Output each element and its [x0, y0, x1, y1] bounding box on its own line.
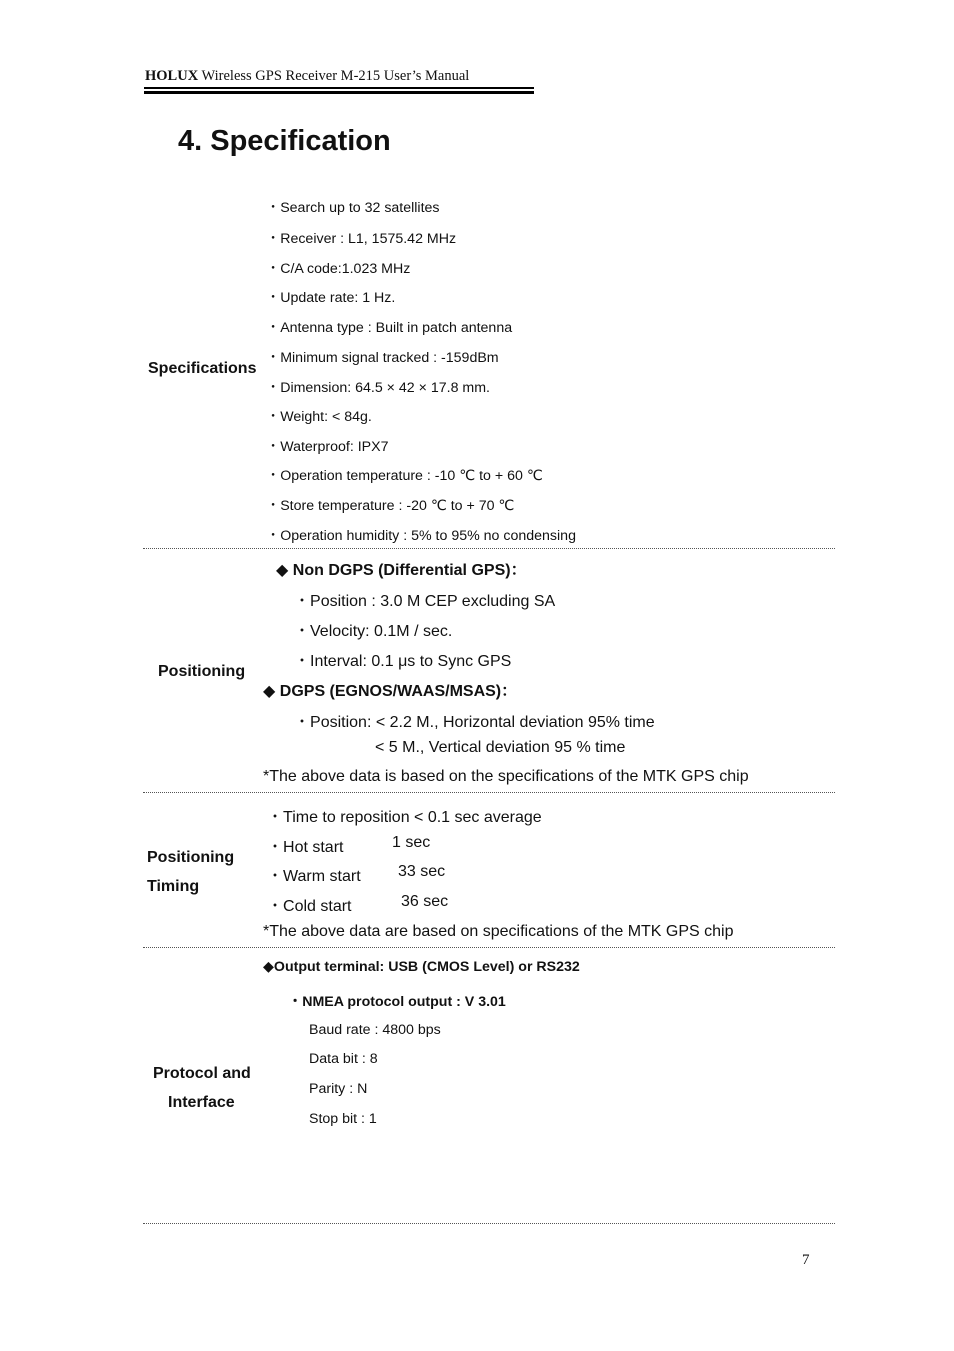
timing-item: ・Time to reposition < 0.1 sec average	[267, 809, 542, 826]
protocol-label-line2: Interface	[168, 1094, 235, 1111]
diamond-bullet-icon: ◆	[263, 683, 276, 700]
positioning-item: ・Velocity: 0.1M / sec.	[294, 623, 453, 640]
positioning-label: Positioning	[158, 663, 246, 680]
section-divider	[143, 1223, 835, 1224]
running-header	[145, 68, 469, 85]
protocol-param: Baud rate : 4800 bps	[309, 1022, 441, 1038]
spec-item: ・C/A code:1.023 MHz	[266, 261, 411, 277]
protocol-param: Parity : N	[309, 1081, 368, 1097]
protocol-param: Data bit : 8	[309, 1051, 378, 1067]
section-divider	[143, 548, 835, 549]
spec-item: ・Operation temperature : -10 ℃ to + 60 ℃	[266, 468, 543, 484]
positioning-item: ・Interval: 0.1 μs to Sync GPS	[294, 653, 512, 670]
spec-item: ・Antenna type : Built in patch antenna	[266, 320, 513, 336]
specifications-label: Specifications	[148, 360, 257, 377]
section-divider	[143, 947, 835, 948]
spec-item: ・Operation humidity : 5% to 95% no condensing	[266, 528, 576, 544]
page-title: 4. Specification	[178, 125, 391, 157]
header-brand: HOLUX	[145, 68, 199, 84]
spec-item: ・Weight: < 84g.	[266, 409, 372, 425]
timing-label-line1: Positioning	[147, 849, 235, 866]
diamond-bullet-icon: ◆	[276, 562, 289, 579]
timing-row: ・Cold start 36 sec	[267, 893, 449, 915]
spec-item: ・Dimension: 64.5 × 42 × 17.8 mm.	[266, 380, 490, 396]
positioning-item-continued: < 5 M., Vertical deviation 95 % time	[375, 739, 626, 756]
dgps-heading: ◆ DGPS (EGNOS/WAAS/MSAS)：	[263, 683, 518, 700]
positioning-note: *The above data is based on the specifications of the MTK GPS chip	[263, 768, 749, 785]
spec-item: ・Receiver : L1, 1575.42 MHz	[266, 231, 457, 247]
header-rule	[144, 87, 534, 89]
timing-row: ・Hot start 1 sec	[267, 834, 431, 856]
positioning-item: ・Position: < 2.2 M., Horizontal deviation 95% time	[294, 714, 655, 731]
page-number: 7	[802, 1252, 810, 1268]
diamond-bullet-icon: ◆	[263, 959, 274, 975]
output-terminal: ◆Output terminal: USB (CMOS Level) or RS232	[263, 959, 580, 975]
timing-note: *The above data are based on specifications of the MTK GPS chip	[263, 923, 734, 940]
section-divider	[143, 792, 835, 793]
spec-item: ・Update rate: 1 Hz.	[266, 290, 396, 306]
timing-row: ・Warm start 33 sec	[267, 863, 446, 885]
timing-label-line2: Timing	[147, 878, 200, 895]
spec-item: ・Waterproof: IPX7	[266, 439, 389, 455]
header-text: Wireless GPS Receiver M-215 User’s Manual	[198, 68, 470, 84]
spec-item: ・Search up to 32 satellites	[266, 200, 440, 216]
nmea-output: ・NMEA protocol output : V 3.01	[288, 994, 506, 1010]
protocol-param: Stop bit : 1	[309, 1111, 377, 1127]
protocol-label-line1: Protocol and	[153, 1065, 251, 1082]
positioning-item: ・Position : 3.0 M CEP excluding SA	[294, 593, 556, 610]
non-dgps-heading: ◆ Non DGPS (Differential GPS)：	[276, 562, 527, 579]
header-rule-thick	[144, 91, 534, 94]
spec-item: ・Minimum signal tracked : -159dBm	[266, 350, 499, 366]
spec-item: ・Store temperature : -20 ℃ to + 70 ℃	[266, 498, 515, 514]
